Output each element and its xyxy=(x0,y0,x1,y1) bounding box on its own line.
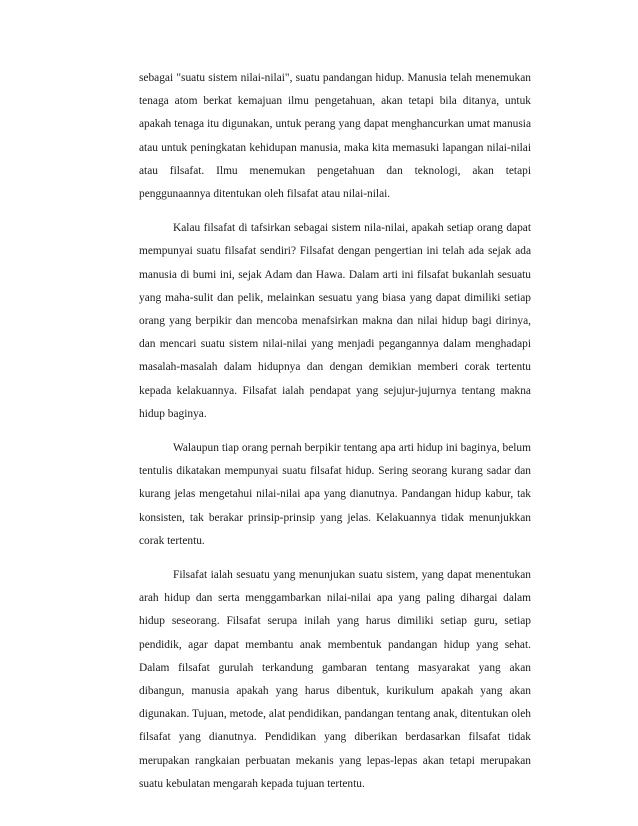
paragraph-2: Kalau filsafat di tafsirkan sebagai sistem nila-nilai, apakah setiap orang dapat mempunyai suatu filsafat sendiri? Filsafat dengan pengertian ini telah ada sejak ada manusia di bumi ini, sejak Adam dan Hawa. Dalam arti ini filsafat bukanlah sesuatu yang maha-sulit dan pelik, melainkan sesuatu yang biasa yang dapat dimiliki setiap orang yang berpikir dan mencoba menafsirkan makna dan nilai hidup bagi dirinya, dan mencari suatu sistem nilai-nilai yang menjadi pegangannya dalam menghadapi masalah-masalah dalam hidupnya dan dengan demikian memberi corak tertentu kepada kelakuannya. Filsafat ialah pendapat yang sejujur-jujurnya tentang makna hidup baginya. xyxy=(139,222,531,420)
paragraph-4: Filsafat ialah sesuatu yang menunjukan suatu sistem, yang dapat menentukan arah hidup dan serta menggambarkan nilai-nilai apa yang paling dihargai dalam hidup seseorang. Filsafat serupa inilah yang harus dimiliki setiap guru, setiap pendidik, agar dapat membantu anak membentuk pandangan hidup yang sehat. Dalam filsafat gurulah terkandung gambaran tentang masyarakat yang akan dibangun, manusia apakah yang harus dibentuk, kurikulum apakah yang akan digunakan. Tujuan, metode, alat pendidikan, pandangan tentang anak, ditentukan oleh filsafat yang dianutnya. Pendidikan yang diberikan berdasarkan filsafat tidak merupakan rangkaian perbuatan mekanis yang lepas-lepas akan tetapi merupakan suatu kebulatan mengarah kepada tujuan tertentu. xyxy=(139,569,531,790)
paragraph-3: Walaupun tiap orang pernah berpikir tentang apa arti hidup ini baginya, belum tentulis dikatakan mempunyai suatu filsafat hidup. Sering seorang kurang sadar dan kurang jelas mengetahui nilai-nilai apa yang dianutnya. Pandangan hidup kabur, tak konsisten, tak berakar prinsip-prinsip yang jelas. Kelakuannya tidak menunjukkan corak tertentu. xyxy=(139,442,531,547)
document-body xyxy=(139,67,531,807)
paragraph-1: sebagai "suatu sistem nilai-nilai", suatu pandangan hidup. Manusia telah menemukan tenaga atom berkat kemajuan ilmu pengetahuan, akan tetapi bila ditanya, untuk apakah tenaga itu digunakan, untuk perang yang dapat menghancurkan umat manusia atau untuk peningkatan kehidupan manusia, maka kita memasuki lapangan nilai-nilai atau filsafat. Ilmu menemukan pengetahuan dan teknologi, akan tetapi penggunaannya ditentukan oleh filsafat atau nilai-nilai. xyxy=(139,72,531,201)
